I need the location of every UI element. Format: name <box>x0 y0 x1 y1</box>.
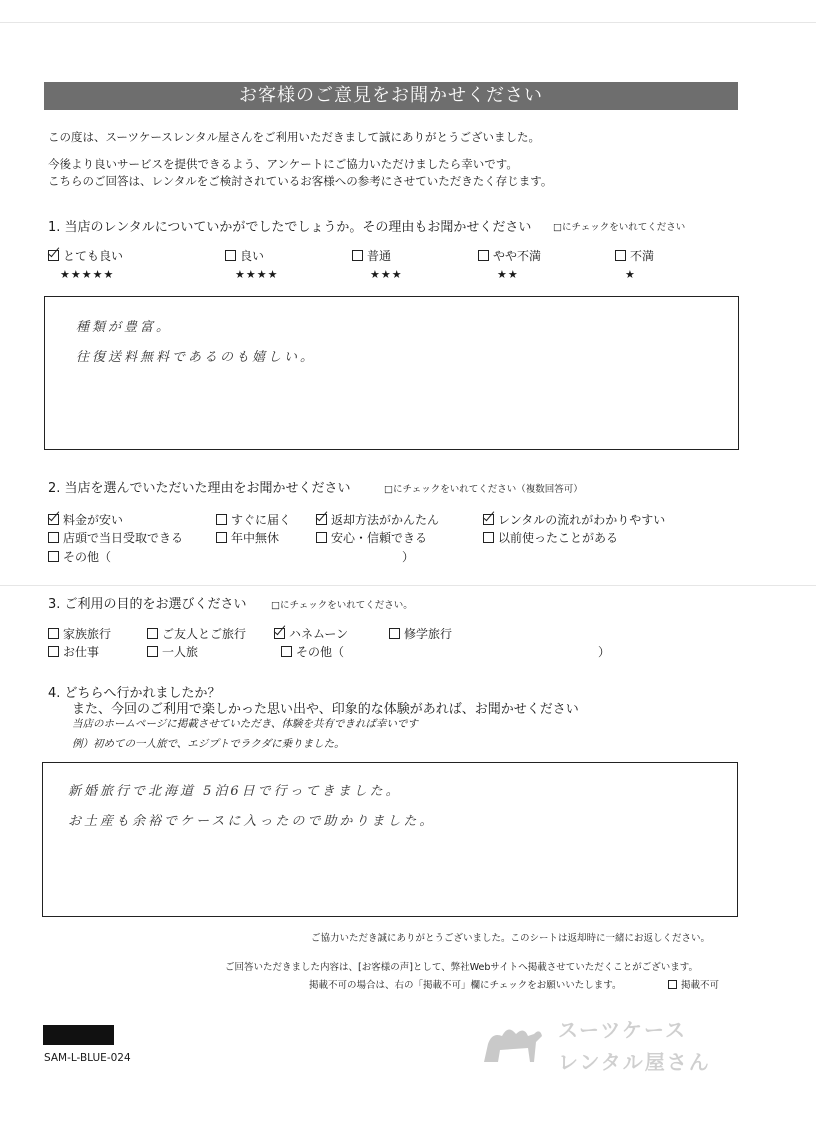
fold-line <box>0 22 816 23</box>
rating-option-average[interactable]: 普通 <box>352 247 391 264</box>
checkbox[interactable] <box>389 628 400 639</box>
reason-option[interactable]: 安心・信頼できる <box>316 529 427 546</box>
checkbox[interactable] <box>615 250 626 261</box>
rating-option-dissatisfied[interactable]: 不満 <box>615 247 654 264</box>
checkbox-checked[interactable] <box>48 250 59 261</box>
question-4-example: 例）初めての一人旅で、エジプトでラクダに乗りました。 <box>72 738 345 750</box>
intro-line: 今後より良いサービスを提供できるよう、アンケートにご協力いただけましたら幸いです。 <box>48 157 518 171</box>
logo-text: スーツケース <box>558 1018 687 1042</box>
rating-option-very-good[interactable]: とても良い <box>48 247 123 264</box>
checkbox[interactable] <box>668 980 677 989</box>
reason-option[interactable]: 年中無休 <box>216 529 279 546</box>
checkbox[interactable] <box>316 532 327 543</box>
camel-icon <box>478 1014 548 1074</box>
intro-line: こちらのご回答は、レンタルをご検討されているお客様への参考にさせていただきたく存じます。 <box>48 174 553 188</box>
checkbox-checked[interactable] <box>274 628 285 639</box>
question-4-sub: 当店のホームページに掲載させていただき、体験を共有できれば幸いです <box>72 718 418 730</box>
handwritten-answer: 種類が豊富。 <box>76 320 173 335</box>
reason-option[interactable]: 返却方法がかんたん <box>316 511 439 528</box>
intro-line: この度は、スーツケースレンタル屋さんをご利用いただきまして誠にありがとうございました。 <box>48 130 541 144</box>
publication-notice: ご回答いただきました内容は、[お客様の声]として、弊社Webサイトへ掲載させていただくことがございます。 <box>225 962 699 973</box>
handwritten-answer: お土産も余裕でケースに入ったので助かりました。 <box>68 814 436 829</box>
purpose-option[interactable]: 家族旅行 <box>48 625 111 642</box>
fold-line <box>0 585 816 586</box>
purpose-option-other[interactable]: その他（ <box>281 643 344 660</box>
rating-option-good[interactable]: 良い <box>225 247 264 264</box>
checkbox[interactable] <box>216 532 227 543</box>
handwritten-answer: 往復送料無料であるのも嬉しい。 <box>76 350 317 365</box>
other-close-paren: ） <box>402 550 415 564</box>
checkbox[interactable] <box>147 628 158 639</box>
reason-option[interactable]: すぐに届く <box>216 511 291 528</box>
star-rating: ★★★★ <box>235 268 279 281</box>
question-1-hint: □にチェックをいれてください <box>553 222 686 233</box>
checkbox[interactable] <box>225 250 236 261</box>
question-3: 3. ご利用の目的をお選びください <box>48 597 247 612</box>
other-close-paren: ） <box>598 645 611 659</box>
checkbox[interactable] <box>48 628 59 639</box>
reason-option[interactable]: レンタルの流れがわかりやすい <box>483 511 665 528</box>
logo-text: レンタル屋さん <box>558 1050 711 1074</box>
question-4: 4. どちらへ行かれましたか？ <box>48 686 221 701</box>
star-rating: ★★★ <box>370 268 403 281</box>
question-2: 2. 当店を選んでいただいた理由をお聞かせください <box>48 481 351 496</box>
purpose-option[interactable]: ご友人とご旅行 <box>147 625 246 642</box>
question-3-hint: □にチェックをいれてください。 <box>271 600 413 611</box>
checkbox[interactable] <box>478 250 489 261</box>
redaction-block <box>43 1025 114 1045</box>
checkbox-checked[interactable] <box>483 514 494 525</box>
star-rating: ★ <box>625 268 636 281</box>
purpose-option[interactable]: ハネムーン <box>274 625 348 642</box>
purpose-option[interactable]: 修学旅行 <box>389 625 452 642</box>
page-title: お客様のご意見をお聞かせください <box>44 82 738 110</box>
reason-option-other[interactable]: その他（ <box>48 548 111 565</box>
question-4-line2: また、今回のご利用で楽しかった思い出や、印象的な体験があれば、お聞かせください <box>72 702 579 717</box>
checkbox[interactable] <box>48 532 59 543</box>
checkbox[interactable] <box>483 532 494 543</box>
question-2-hint: □にチェックをいれてください（複数回答可） <box>384 484 583 495</box>
purpose-option[interactable]: 一人旅 <box>147 643 198 660</box>
checkbox[interactable] <box>281 646 292 657</box>
question-1: 1. 当店のレンタルについていかがでしたでしょうか。その理由もお聞かせください <box>48 220 532 235</box>
checkbox[interactable] <box>216 514 227 525</box>
reason-option[interactable]: 料金が安い <box>48 511 123 528</box>
opt-out-checkbox[interactable]: 掲載不可 <box>668 977 719 991</box>
reason-option[interactable]: 以前使ったことがある <box>483 529 618 546</box>
star-rating: ★★ <box>497 268 519 281</box>
form-code: SAM-L-BLUE-024 <box>44 1052 131 1064</box>
reason-option[interactable]: 店頭で当日受取できる <box>48 529 183 546</box>
checkbox[interactable] <box>352 250 363 261</box>
purpose-option[interactable]: お仕事 <box>48 643 99 660</box>
checkbox[interactable] <box>147 646 158 657</box>
checkbox[interactable] <box>48 646 59 657</box>
opt-out-instruction: 掲載不可の場合は、右の「掲載不可」欄にチェックをお願いいたします。 <box>309 980 622 991</box>
thanks-note: ご協力いただき誠にありがとうございました。このシートは返却時に一緒にお返しください。 <box>311 933 711 944</box>
company-logo <box>478 1010 718 1080</box>
checkbox-checked[interactable] <box>48 514 59 525</box>
checkbox-checked[interactable] <box>316 514 327 525</box>
checkbox[interactable] <box>48 551 59 562</box>
handwritten-answer: 新婚旅行で北海道 5泊6日で行ってきました。 <box>68 784 402 799</box>
star-rating: ★★★★★ <box>60 268 115 281</box>
rating-option-slightly-dissatisfied[interactable]: やや不満 <box>478 247 541 264</box>
